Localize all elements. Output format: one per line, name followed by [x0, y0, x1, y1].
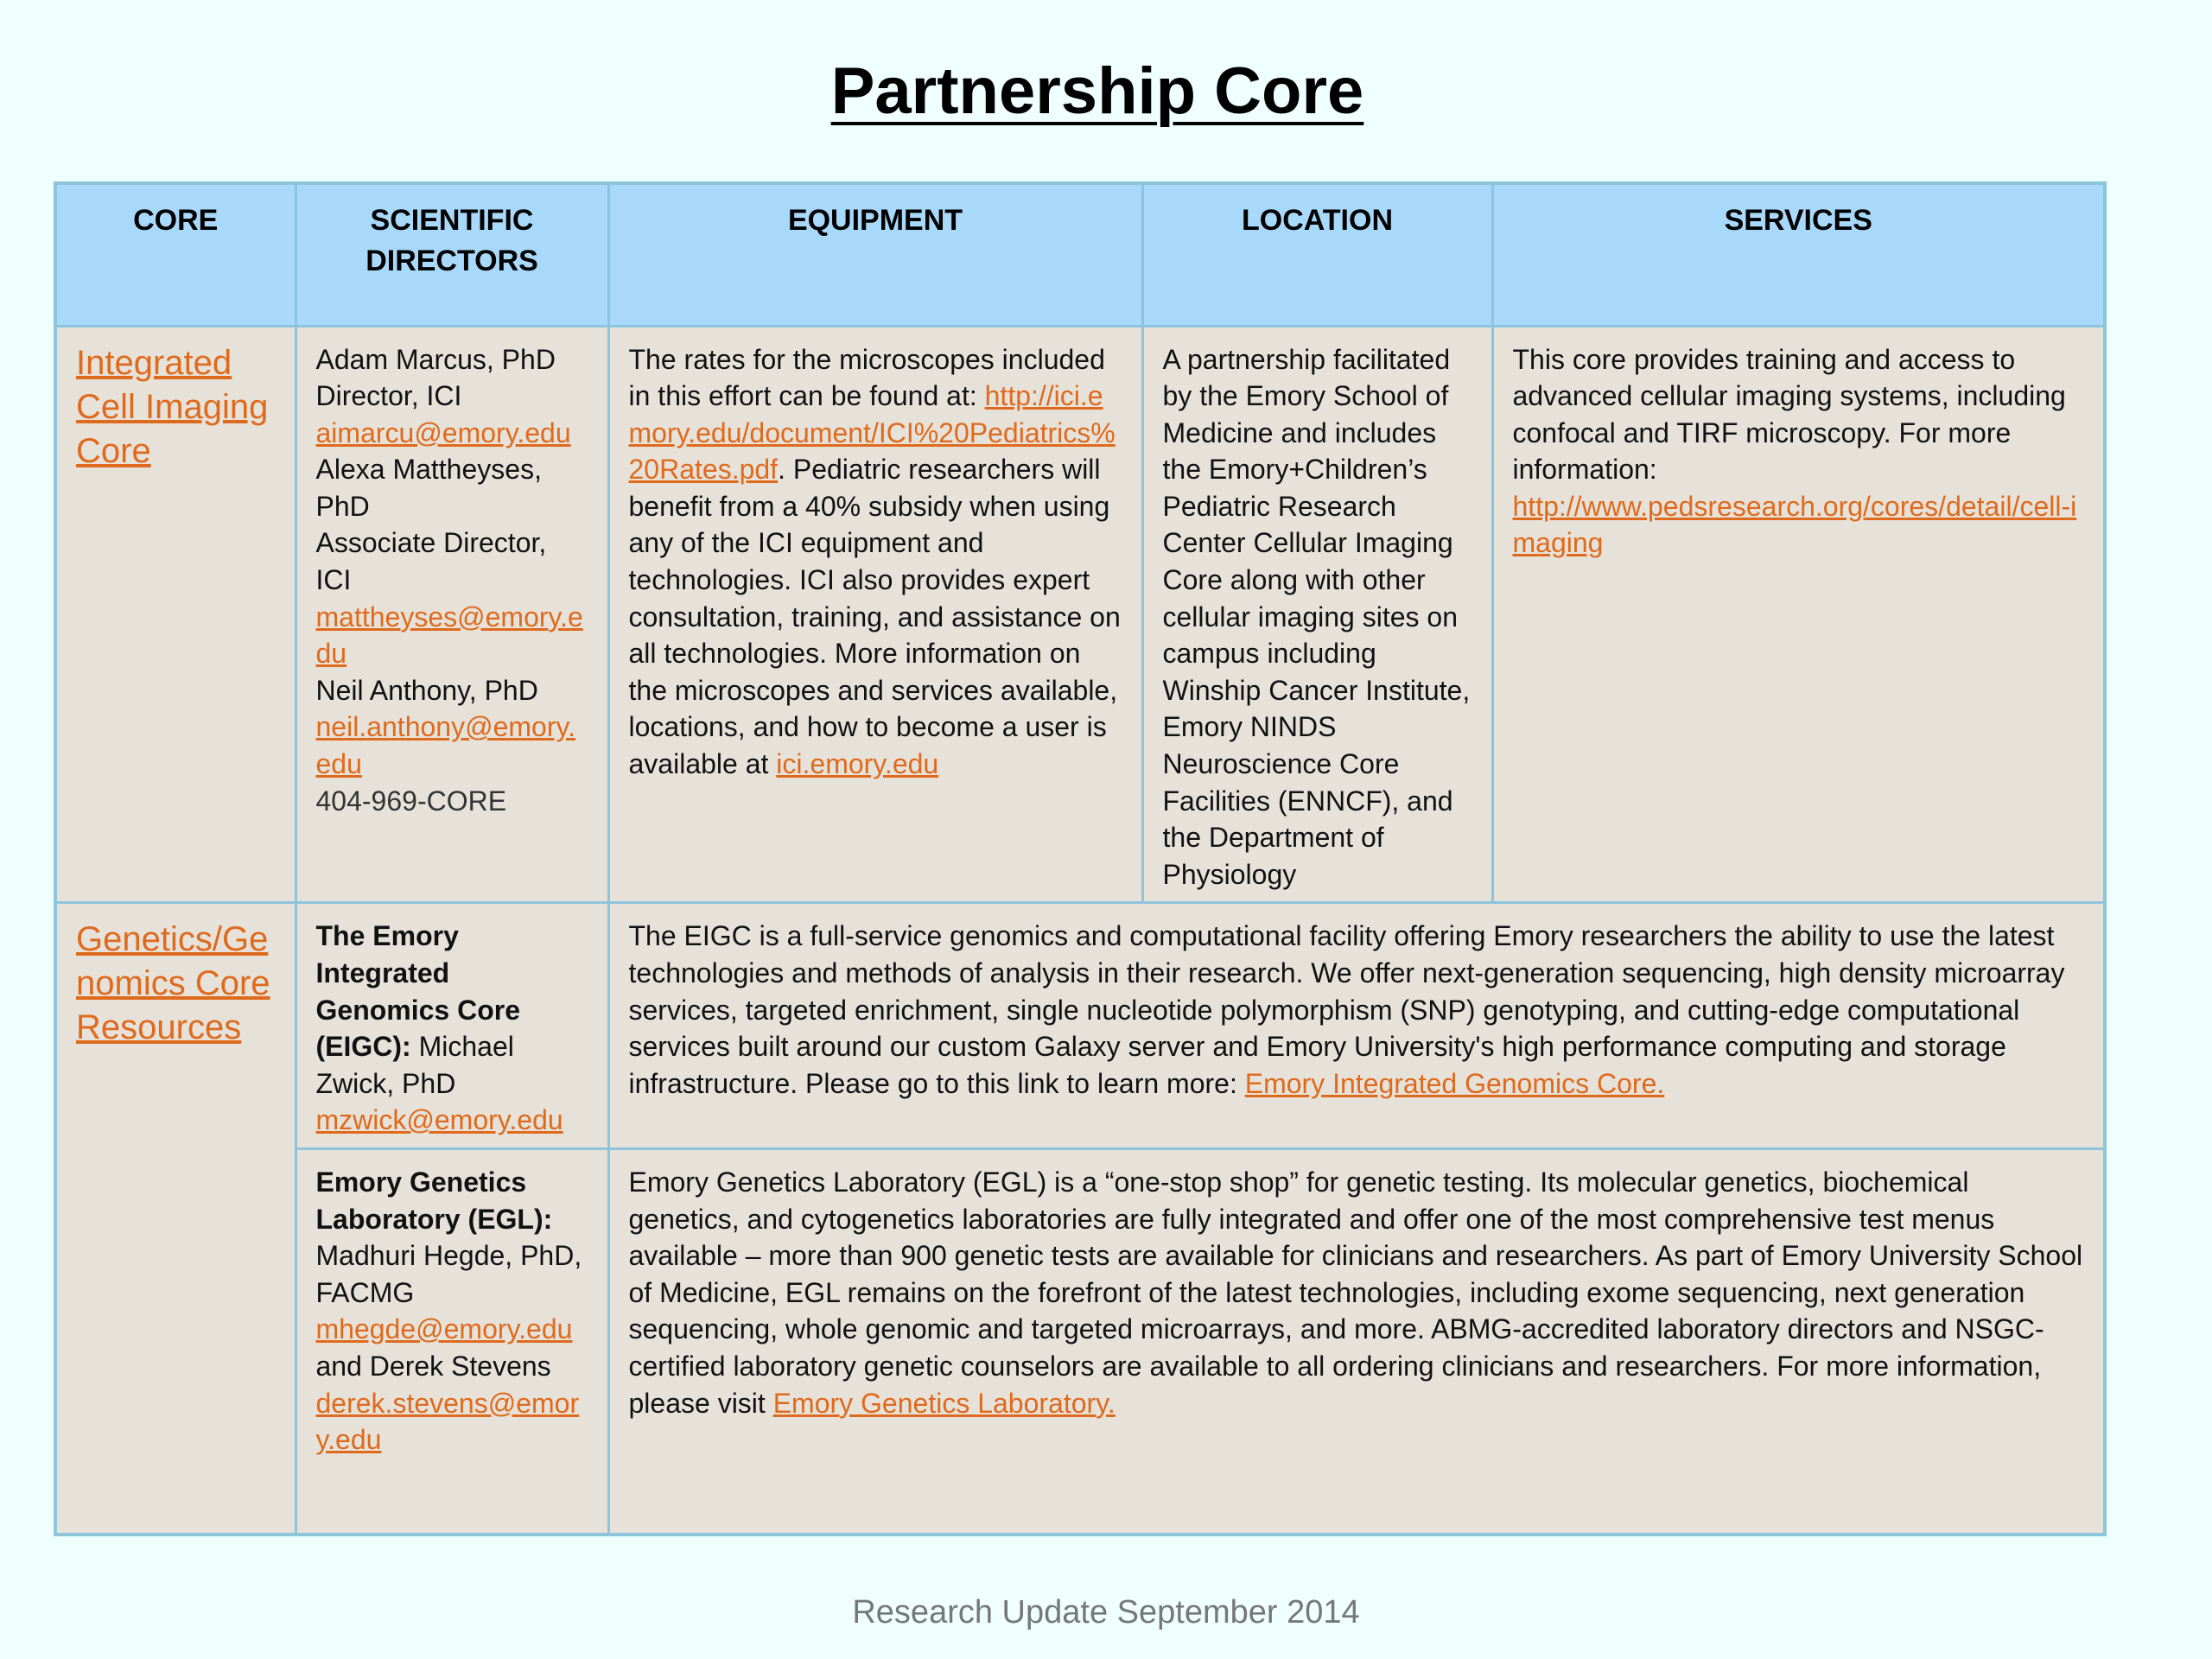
header-equipment: EQUIPMENT [608, 183, 1142, 326]
partnership-core-table [54, 181, 2107, 1536]
table-row-eigc [55, 903, 2105, 1149]
core-link-genetics-genomics[interactable]: Genetics/Genomics Core Resources [76, 920, 270, 1047]
directors-cell-egl [296, 1148, 608, 1535]
email-link[interactable]: derek.stevens@emory.edu [315, 1387, 580, 1456]
header-core: CORE [55, 183, 296, 326]
core-cell-ici [55, 326, 296, 903]
egl-link[interactable]: Emory Genetics Laboratory. [772, 1387, 1116, 1419]
footer-text: Research Update September 2014 [852, 1594, 1360, 1630]
director-name: Neil Anthony, PhD [315, 674, 538, 706]
table-row-egl [55, 1148, 2105, 1535]
egl-director: Madhuri Hegde, PhD, FACMG [315, 1240, 582, 1308]
header-scientific-directors: SCIENTIFIC DIRECTORS [296, 183, 608, 326]
services-text: This core provides training and access to advanced cellular imaging systems, including confocal and TIRF microscopy. For more information: [1512, 343, 2066, 486]
director-name: Alexa Mattheyses, PhD [315, 454, 542, 522]
description-cell-eigc [608, 903, 2105, 1149]
director-name: Adam Marcus, PhD [315, 343, 556, 375]
directors-cell-ici [296, 326, 608, 903]
egl-description: Emory Genetics Laboratory (EGL) is a “one-stop shop” for genetic testing. Its molecular genetics, biochemical genetics, and cytogenetics laboratories are fully integrated and offer one of the most comprehensive test menus available – more than 900 genetic tests are available for clinicians and researchers. As part of Emory University School of Medicine, EGL remains on the forefront of the latest technologies, including exome sequencing, next generation sequencing, whole genomic and targeted microarrays, and more. ABMG-accredited laboratory directors and NSGC-certified laboratory genetic counselors are available to all ordering clinicians and researchers. For more information, please visit [628, 1166, 2083, 1419]
eigc-link[interactable]: Emory Integrated Genomics Core. [1244, 1067, 1665, 1099]
phone-number: 404-969-CORE [315, 785, 507, 817]
email-link[interactable]: neil.anthony@emory.edu [315, 711, 575, 780]
egl-name: Emory Genetics Laboratory (EGL): [315, 1166, 553, 1235]
eigc-director: Michael Zwick, PhD [315, 1031, 514, 1099]
page-title: Partnership Core [830, 54, 1364, 128]
equipment-body: Pediatric researchers will benefit from a 40% subsidy when using any of the ICI equipment and technologies. ICI also provides expert consultation, training, and assistance on all technologies. More information on the microscopes and services available, locations, and how to become a user is available at [628, 454, 1121, 780]
core-link-integrated-cell-imaging[interactable]: Integrated Cell Imaging Core [76, 343, 269, 470]
egl-director-2: and Derek Stevens [315, 1350, 551, 1382]
table-header-row [55, 183, 2105, 326]
rates-period: . [778, 454, 785, 486]
services-link[interactable]: http://www.pedsresearch.org/cores/detail/cell-imaging [1512, 490, 2077, 559]
email-link[interactable]: mattheyses@emory.edu [315, 601, 583, 670]
description-cell-egl [608, 1148, 2105, 1535]
director-title: Associate Director, ICI [315, 527, 547, 596]
services-cell-ici [1492, 326, 2105, 903]
eigc-description: The EIGC is a full-service genomics and computational facility offering Emory researchers the ability to use the latest technologies and methods of analysis in their research. We offer next-generation sequencing, high density microarray services, targeted enrichment, single nucleotide polymorphism (SNP) genotyping, and cutting-edge computational services built around our custom Galaxy server and Emory University's high performance computing and storage infrastructure. Please go to this link to learn more: [628, 920, 2065, 1099]
core-cell-genetics [55, 903, 296, 1535]
email-link[interactable]: aimarcu@emory.edu [315, 416, 571, 448]
table-row-ici [55, 326, 2105, 903]
equipment-intro: The rates for the microscopes included in this effort can be found at: [628, 343, 1105, 412]
location-cell-ici: A partnership facilitated by the Emory School of Medicine and includes the Emory+Children’s Pediatric Research Center Cellular Imaging Core along with other cellular imaging sites on campus including Winship Cancer Institute, Emory NINDS Neuroscience Core Facilities (ENNCF), and the Department of Physiology [1142, 326, 1492, 903]
rates-pdf-link[interactable]: http://ici.emory.edu/document/ICI%20Pediatrics%20Rates.pdf [628, 380, 1116, 486]
eigc-name: The Emory Integrated Genomics Core (EIGC): [315, 920, 521, 1063]
equipment-cell-ici [608, 326, 1142, 903]
ici-site-link[interactable]: ici.emory.edu [776, 748, 939, 780]
header-services: SERVICES [1492, 183, 2105, 326]
header-location: LOCATION [1142, 183, 1492, 326]
email-link[interactable]: mhegde@emory.edu [315, 1313, 573, 1345]
directors-cell-eigc [296, 903, 608, 1149]
director-title: Director, ICI [315, 380, 462, 412]
email-link[interactable]: mzwick@emory.edu [315, 1104, 563, 1136]
